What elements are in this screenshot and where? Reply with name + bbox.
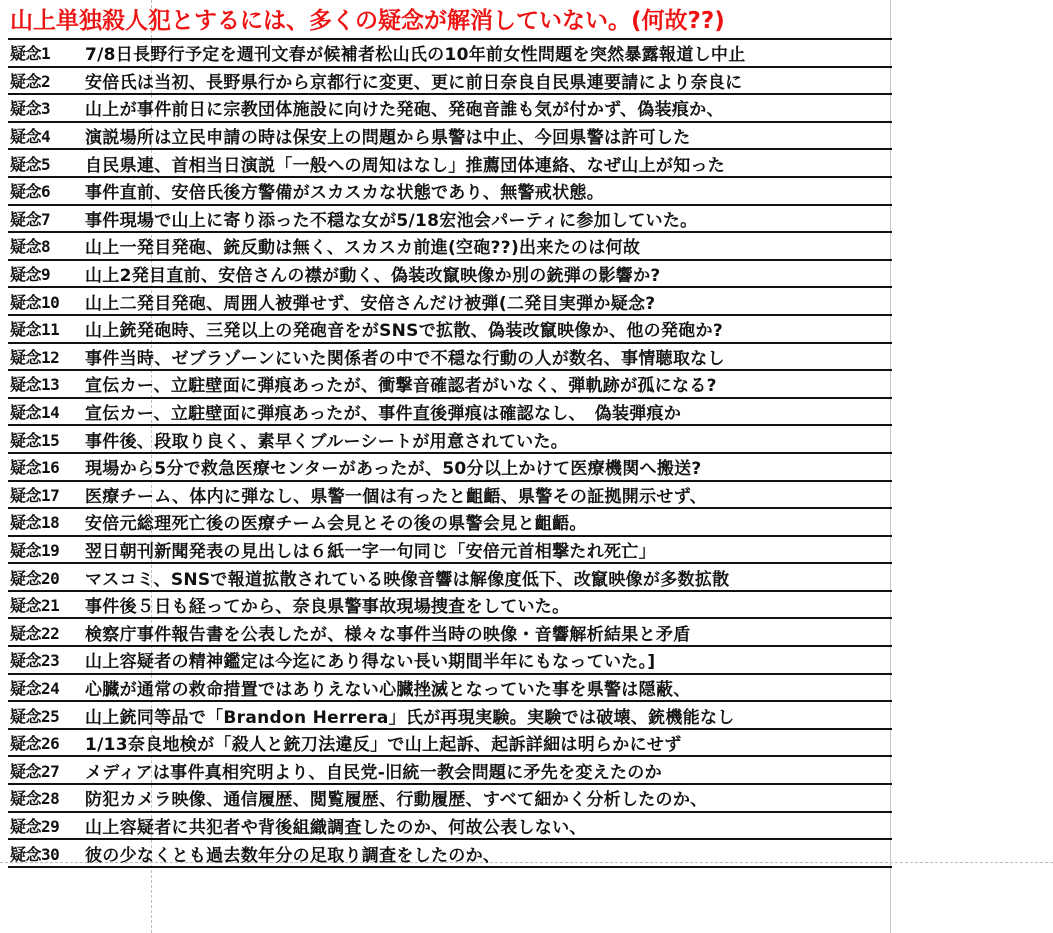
doubt-text: 宣伝カー、立駐壁面に弾痕あったが、事件直後弾痕は確認なし、 偽装弾痕か	[85, 404, 682, 425]
doubt-number: 疑念5	[10, 154, 51, 174]
list-item	[8, 840, 892, 868]
list-item	[8, 730, 892, 758]
doubt-list	[8, 40, 892, 868]
doubt-text: メディアは事件真相究明より、自民党-旧統一教会問題に矛先を変えたのか	[85, 762, 662, 783]
doubt-number: 疑念29	[10, 816, 60, 836]
doubt-text: 事件後、段取り良く、素早くブルーシートが用意されていた。	[85, 431, 569, 452]
list-item	[8, 288, 892, 316]
doubt-text: 7/8日長野行予定を週刊文春が候補者松山氏の10年前女性問題を突然暴露報道し中止	[85, 45, 746, 66]
list-item	[8, 675, 892, 703]
doubt-number: 疑念11	[10, 320, 60, 340]
doubt-number: 疑念13	[10, 375, 60, 395]
doubt-number: 疑念10	[10, 292, 60, 312]
doubt-text: 山上二発目発砲、周囲人被弾せず、安倍さんだけ被弾(二発目実弾か疑念?	[85, 293, 656, 314]
doubt-number: 疑念12	[10, 347, 60, 367]
list-item	[8, 40, 892, 68]
doubt-text: 宣伝カー、立駐壁面に弾痕あったが、衝撃音確認者がいなく、弾軌跡が孤になる?	[85, 376, 717, 397]
list-item	[8, 482, 892, 510]
doubt-number: 疑念15	[10, 430, 60, 450]
doubt-text: 事件直前、安倍氏後方警備がスカスカな状態であり、無警戒状態。	[85, 183, 604, 204]
list-item	[8, 123, 892, 151]
doubt-text: 山上容疑者の精神鑑定は今迄にあり得ない長い期間半年にもなっていた。]	[85, 652, 656, 673]
doubt-number: 疑念22	[10, 623, 60, 643]
doubt-text: 事件後５日も経ってから、奈良県警事故現場捜査をしていた。	[85, 597, 570, 618]
list-item	[8, 344, 892, 372]
list-item	[8, 785, 892, 813]
doubt-number: 疑念18	[10, 513, 60, 533]
doubt-text: マスコミ、SNSで報道拡散されている映像音響は解像度低下、改竄映像が多数拡散	[85, 569, 730, 590]
list-item	[8, 757, 892, 785]
doubt-number: 疑念4	[10, 127, 51, 147]
list-item	[8, 371, 892, 399]
doubt-text: 医療チーム、体内に弾なし、県警一個は有ったと齟齬、県警その証拠開示せず、	[85, 486, 707, 507]
doubt-text: 検察庁事件報告書を公表したが、様々な事件当時の映像・音響解析結果と矛盾	[85, 624, 691, 645]
doubt-text: 演説場所は立民申請の時は保安上の問題から県警は中止、今回県警は許可した	[85, 128, 691, 149]
page-title: 山上単独殺人犯とするには、多くの疑念が解消していない。(何故??)	[10, 8, 725, 34]
doubt-text: 事件当時、ゼブラゾーンにいた関係者の中で不穏な行動の人が数名、事情聴取なし	[85, 348, 725, 369]
doubt-number: 疑念21	[10, 596, 60, 616]
doubt-number: 疑念30	[10, 844, 60, 864]
doubt-number: 疑念1	[10, 44, 51, 64]
list-item	[8, 261, 892, 289]
list-item	[8, 592, 892, 620]
list-item	[8, 647, 892, 675]
doubt-text: 山上容疑者に共犯者や背後組織調査したのか、何故公表しない、	[85, 817, 587, 838]
list-item	[8, 454, 892, 482]
doubt-number: 疑念6	[10, 182, 51, 202]
list-item	[8, 316, 892, 344]
list-item	[8, 702, 892, 730]
doubt-text: 心臓が通常の救命措置ではありえない心臓挫滅となっていた事を県警は隠蔽、	[85, 679, 691, 700]
doubt-number: 疑念17	[10, 485, 60, 505]
doubt-text: 翌日朝刊新聞発表の見出しは６紙一字一句同じ「安倍元首相撃たれ死亡」	[85, 541, 656, 562]
doubt-number: 疑念23	[10, 651, 60, 671]
doubt-text: 安倍元総理死亡後の医療チーム会見とその後の県警会見と齟齬。	[85, 514, 587, 535]
doubt-text: 山上銃同等品で「Brandon Herrera」氏が再現実験。実験では破壊、銃機能なし	[85, 707, 735, 728]
list-item	[8, 233, 892, 261]
list-item	[8, 206, 892, 234]
doubt-text: 安倍氏は当初、長野県行から京都行に変更、更に前日奈良自民県連要請により奈良に	[85, 72, 743, 93]
list-item	[8, 813, 892, 841]
doubt-text: 防犯カメラ映像、通信履歴、閲覧履歴、行動履歴、すべて細かく分析したのか、	[85, 790, 708, 811]
list-item	[8, 537, 892, 565]
doubt-text: 1/13奈良地検が「殺人と銃刀法違反」で山上起訴、起訴詳細は明らかにせず	[85, 735, 682, 756]
doubt-text: 山上が事件前日に宗教団体施設に向けた発砲、発砲音誰も気が付かず、偽装痕か、	[85, 100, 724, 121]
doubt-number: 疑念3	[10, 99, 51, 119]
list-item	[8, 68, 892, 96]
doubt-text: 山上2発目直前、安倍さんの襟が動く、偽装改竄映像か別の銃弾の影響か?	[85, 266, 661, 287]
list-item	[8, 95, 892, 123]
list-item	[8, 564, 892, 592]
list-item	[8, 509, 892, 537]
doubt-number: 疑念24	[10, 678, 60, 698]
doubt-text: 彼の少なくとも過去数年分の足取り調査をしたのか、	[85, 845, 501, 866]
doubt-number: 疑念19	[10, 540, 60, 560]
doubt-number: 疑念20	[10, 568, 60, 588]
list-item	[8, 150, 892, 178]
doubt-text: 事件現場で山上に寄り添った不穏な女が5/18宏池会パーティに参加していた。	[85, 210, 698, 231]
doubt-text: 山上銃発砲時、三発以上の発砲音をがSNSで拡散、偽装改竄映像か、他の発砲か?	[85, 321, 723, 342]
doubt-number: 疑念9	[10, 265, 51, 285]
doubt-number: 疑念2	[10, 71, 51, 91]
list-item	[8, 178, 892, 206]
doubt-number: 疑念28	[10, 789, 60, 809]
doubt-text: 自民県連、首相当日演説「一般への周知はなし」推薦団体連絡、なぜ山上が知った	[85, 155, 726, 176]
doubt-text: 現場から5分で救急医療センターがあったが、50分以上かけて医療機関へ搬送?	[85, 459, 702, 480]
doubt-text: 山上一発目発砲、銃反動は無く、スカスカ前進(空砲??)出来たのは何故	[85, 238, 641, 259]
doubt-number: 疑念27	[10, 761, 60, 781]
doubt-number: 疑念14	[10, 403, 60, 423]
list-item	[8, 426, 892, 454]
doubt-number: 疑念7	[10, 209, 51, 229]
doubt-number: 疑念8	[10, 237, 51, 257]
doubt-number: 疑念25	[10, 706, 60, 726]
list-item	[8, 619, 892, 647]
list-item	[8, 399, 892, 427]
doubt-number: 疑念16	[10, 458, 60, 478]
doubt-number: 疑念26	[10, 734, 60, 754]
